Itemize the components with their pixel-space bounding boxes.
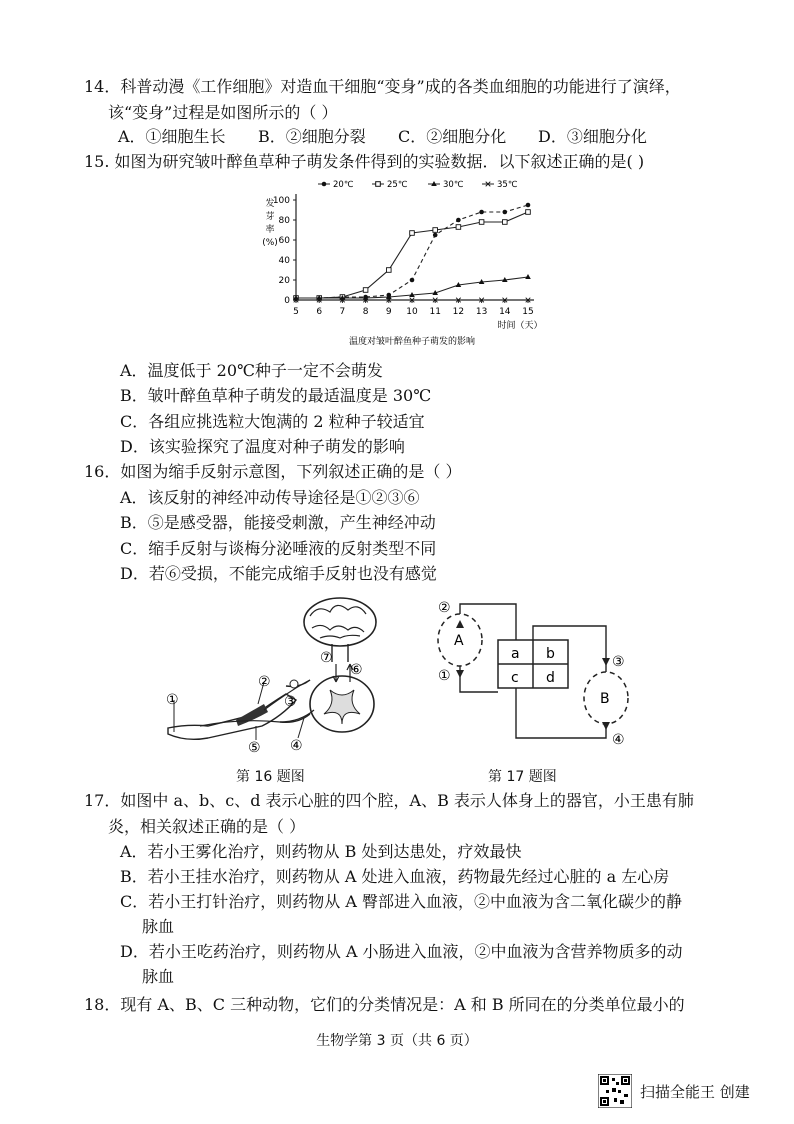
q14-stem-line2: 该“变身”过程是如图所示的（ ） (108, 103, 338, 122)
x-axis-label: 时间（天） (497, 321, 543, 331)
point-s1-4 (387, 268, 392, 273)
scanner-text: 扫描全能王 创建 (640, 1082, 750, 1101)
y-axis-label-char: 芽 (265, 212, 275, 222)
point-s0-8 (479, 210, 484, 215)
legend-label-3: 35℃ (497, 180, 518, 190)
point-s0-5 (410, 278, 415, 283)
x-tick-label: 14 (499, 307, 511, 317)
organ-a-label: A (454, 633, 464, 649)
x-tick-label: 15 (522, 307, 534, 317)
circ-label-1: ① (438, 668, 451, 684)
q17-option-c-line1: C．若小王打针治疗，则药物从 A 臀部进入血液，②中血液为含二氧化碳少的静 (120, 892, 682, 911)
point-s0-9 (503, 210, 508, 215)
circ-label-3: ③ (612, 654, 625, 670)
q15-option-d: D．该实验探究了温度对种子萌发的影响 (120, 437, 405, 456)
circulation-figure (432, 598, 642, 758)
x-tick-label: 11 (429, 307, 441, 317)
point-s1-9 (503, 220, 508, 225)
x-tick-label: 10 (406, 307, 418, 317)
q16-option-a: A．该反射的神经冲动传导途径是①②③⑥ (120, 488, 420, 507)
scanner-watermark (598, 1074, 750, 1108)
brain-drawing (304, 598, 376, 662)
chart-title: 温度对皱叶醉鱼种子萌发的影响 (348, 337, 476, 347)
reflex-arc-figure (160, 594, 390, 764)
qr-code-icon (598, 1074, 632, 1108)
circ-label-2: ② (438, 600, 451, 616)
x-tick-label: 5 (293, 307, 299, 317)
x-tick-label: 8 (362, 307, 369, 317)
x-tick-label: 7 (339, 307, 346, 317)
series-line-0 (296, 205, 528, 298)
point-s1-6 (433, 228, 438, 233)
q18-stem-line1: 18．现有 A、B、C 三种动物，它们的分类情况是：A 和 B 所同在的分类单位最小的 (84, 995, 685, 1014)
point-s1-3 (363, 288, 368, 293)
y-tick-label: 80 (278, 216, 290, 226)
point-s2-10 (525, 274, 531, 279)
legend-marker-0 (322, 182, 327, 187)
reflex-label-3: ③ (284, 694, 297, 710)
q17-option-a: A．若小王雾化治疗，则药物从 B 处到达患处，疗效最快 (120, 842, 522, 861)
q14-option-b: B．②细胞分裂 (258, 127, 366, 146)
y-axis-label-char: (%) (262, 238, 278, 248)
q15-option-b: B．皱叶醉鱼草种子萌发的最适温度是 30℃ (120, 386, 432, 405)
q17-option-c-line2: 脉血 (142, 917, 175, 936)
point-s1-5 (410, 231, 415, 236)
y-axis-label-char: 率 (265, 225, 275, 235)
q16-option-d: D．若⑥受损，不能完成缩手反射也没有感觉 (120, 564, 437, 583)
series-line-1 (296, 212, 528, 298)
q16-option-c: C．缩手反射与谈梅分泌唾液的反射类型不同 (120, 539, 437, 558)
chamber-c: c (511, 670, 519, 686)
point-s0-10 (526, 203, 531, 208)
q16-stem: 16．如图为缩手反射示意图，下列叙述正确的是（ ） (84, 462, 462, 481)
x-tick-label: 12 (452, 307, 465, 317)
legend-label-1: 25℃ (387, 180, 408, 190)
y-tick-label: 20 (278, 276, 290, 286)
page-footer: 生物学第 3 页（共 6 页） (316, 1033, 478, 1049)
reflex-label-7: ⑦ (320, 650, 333, 666)
q17-stem-line1: 17．如图中 a、b、c、d 表示心脏的四个腔，A、B 表示人体身上的器官，小王患有肺 (84, 791, 694, 810)
point-s0-7 (456, 218, 461, 223)
organ-b-label: B (600, 691, 610, 707)
y-tick-label: 100 (272, 196, 290, 206)
q14-option-d: D．③细胞分化 (538, 127, 647, 146)
q15-option-a: A．温度低于 20℃种子一定不会萌发 (120, 361, 383, 380)
q15-option-c: C．各组应挑选粒大饱满的 2 粒种子较适宜 (120, 412, 425, 431)
chamber-d: d (546, 670, 555, 686)
reflex-label-4: ④ (290, 738, 303, 754)
point-s1-8 (479, 220, 484, 225)
circ-label-4: ④ (612, 732, 625, 748)
y-tick-label: 0 (284, 296, 290, 306)
reflex-label-5: ⑤ (248, 740, 261, 756)
legend-marker-1 (376, 182, 381, 187)
q17-option-d-line2: 脉血 (142, 967, 175, 986)
x-tick-label: 9 (385, 307, 392, 317)
reflex-label-6: ⑥ (350, 662, 363, 678)
legend-label-0: 20℃ (333, 180, 354, 190)
y-tick-label: 60 (278, 236, 290, 246)
chamber-a: a (511, 646, 520, 662)
legend-label-2: 30℃ (443, 180, 464, 190)
chamber-b: b (546, 646, 555, 662)
reflex-label-1: ① (166, 692, 179, 708)
q16-option-b: B．⑤是感受器，能接受刺激，产生神经冲动 (120, 513, 436, 532)
point-s1-7 (456, 225, 461, 230)
x-tick-label: 13 (475, 307, 488, 317)
figure-17-caption: 第 17 题图 (488, 769, 557, 785)
figure-16-caption: 第 16 题图 (236, 769, 305, 785)
q17-option-b: B．若小王挂水治疗，则药物从 A 处进入血液，药物最先经过心脏的 a 左心房 (120, 867, 670, 886)
q14-option-a: A．①细胞生长 (118, 127, 226, 146)
q17-stem-line2: 炎，相关叙述正确的是（ ） (108, 817, 306, 836)
q17-option-d-line1: D．若小王吃药治疗，则药物从 A 小肠进入血液，②中血液为含营养物质多的动 (120, 942, 683, 961)
q14-option-c: C．②细胞分化 (398, 127, 507, 146)
q15-stem: 15. 如图为研究皱叶醉鱼草种子萌发条件得到的实验数据．以下叙述正确的是( ) (84, 152, 645, 171)
point-s0-6 (433, 233, 438, 238)
reflex-label-2: ② (258, 674, 271, 690)
y-axis-label-char: 发 (265, 199, 275, 209)
q14-stem-line1: 14．科普动漫《工作细胞》对造血干细胞“变身”成的各类血细胞的功能进行了演绎， (84, 77, 681, 96)
y-tick-label: 40 (278, 256, 290, 266)
x-tick-label: 6 (316, 307, 323, 317)
germination-chart (248, 176, 548, 348)
point-s1-10 (526, 210, 531, 215)
